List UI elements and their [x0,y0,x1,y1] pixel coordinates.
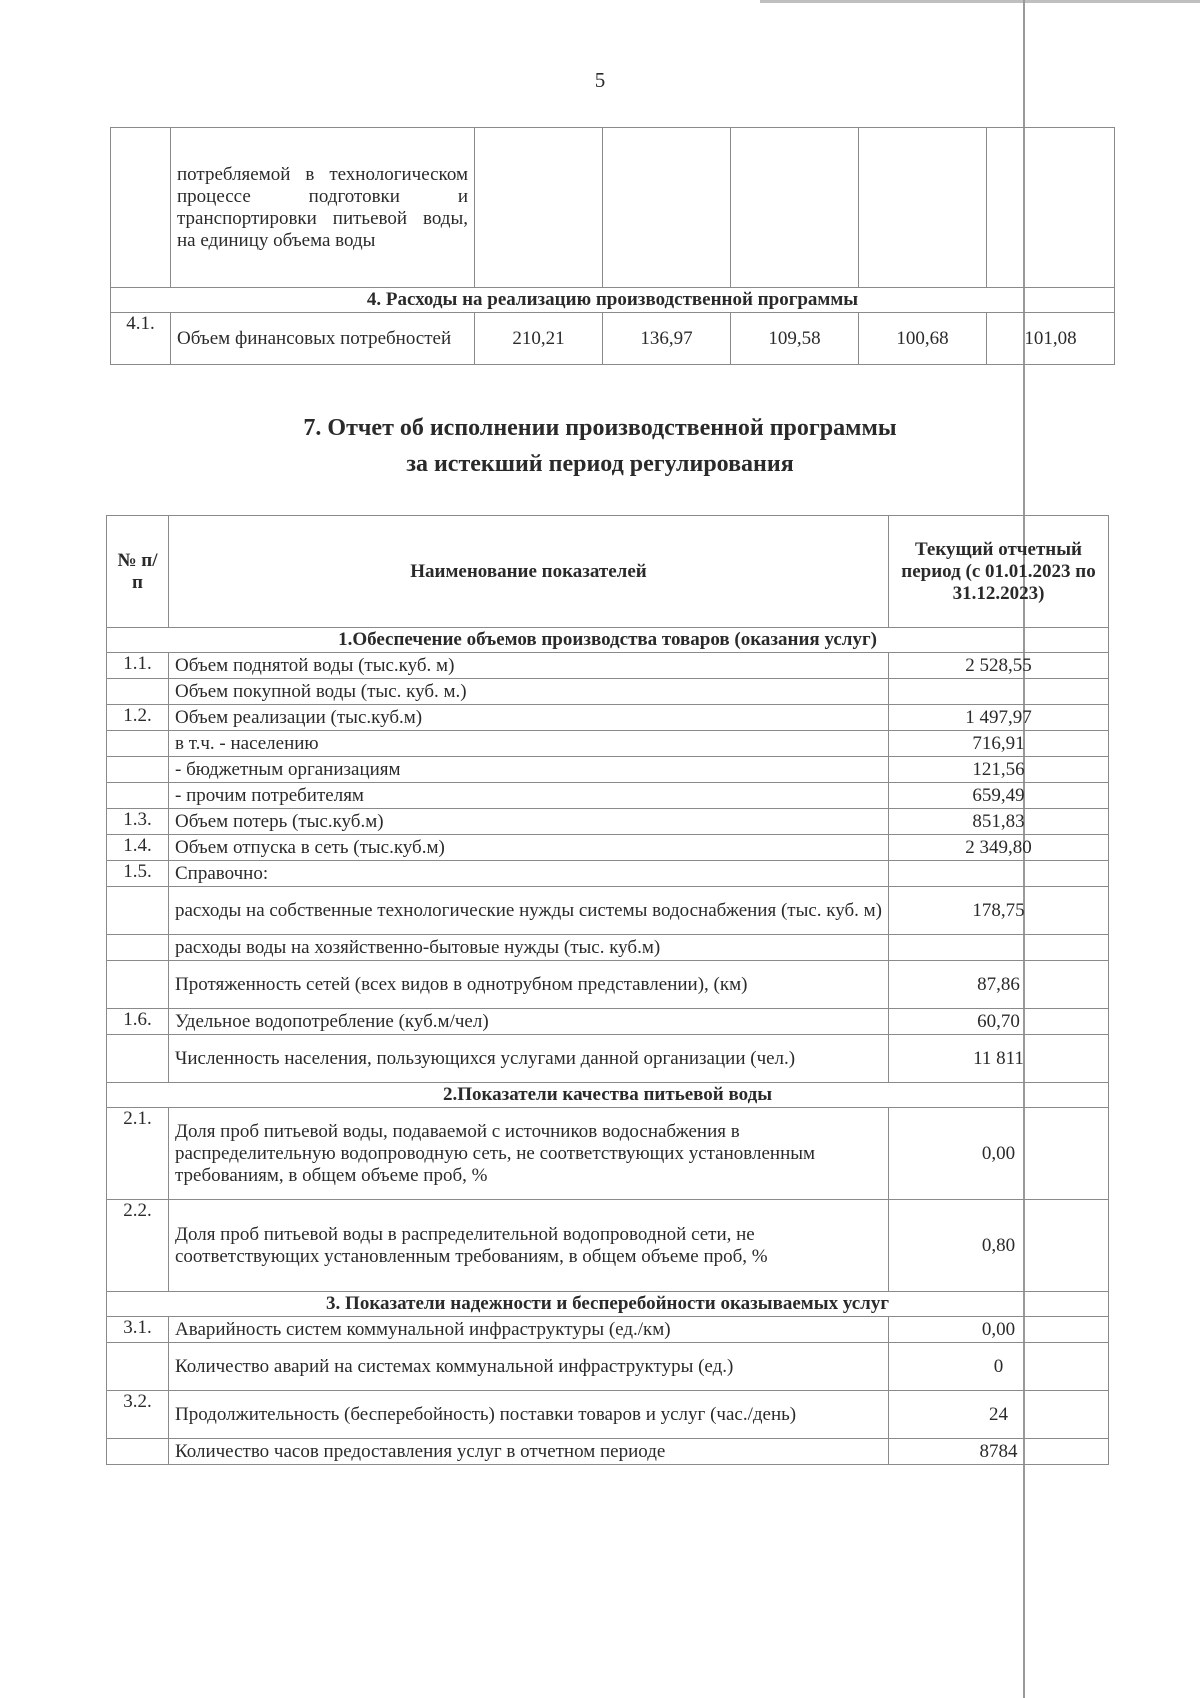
row-value: 101,08 [987,313,1115,365]
row-value: 11 811 [889,1035,1109,1083]
row-name: Доля проб питьевой воды, подаваемой с источников водоснабжения в распределительную водопроводную сеть, не соответствующих установленным требованиям, в общем объеме проб, % [169,1108,889,1200]
row-value: 1 497,97 [889,705,1109,731]
row-value: 60,70 [889,1009,1109,1035]
row-name: Продолжительность (бесперебойность) поставки товаров и услуг (час./день) [169,1391,889,1439]
row-number: 3.1. [107,1317,169,1343]
section-header-row [107,628,1109,653]
row-value [889,935,1109,961]
table-row [107,1009,1109,1035]
section-header-row [111,288,1115,313]
row-value: 121,56 [889,757,1109,783]
row-name: в т.ч. - населению [169,731,889,757]
section-header-row [107,1292,1109,1317]
row-name: расходы воды на хозяйственно-бытовые нужды (тыс. куб.м) [169,935,889,961]
row-number [107,1343,169,1391]
row-name: расходы на собственные технологические нужды системы водоснабжения (тыс. куб. м) [169,887,889,935]
row-number [107,961,169,1009]
row-number: 1.2. [107,705,169,731]
row-name: Объем потерь (тыс.куб.м) [169,809,889,835]
row-name: Количество часов предоставления услуг в отчетном периоде [169,1439,889,1465]
row-value [889,861,1109,887]
previous-table [110,127,1115,365]
row-value: 109,58 [731,313,859,365]
row-name: Протяженность сетей (всех видов в однотрубном представлении), (км) [169,961,889,1009]
row-value: 716,91 [889,731,1109,757]
table-row [107,1108,1109,1200]
row-name: Доля проб питьевой воды в распределительной водопроводной сети, не соответствующих установленным требованиям, в общем объеме проб, % [169,1200,889,1292]
table-row [107,1391,1109,1439]
row-name: - прочим потребителям [169,783,889,809]
row-number [107,731,169,757]
table-row [107,809,1109,835]
row-number: 1.1. [107,653,169,679]
page-number: 5 [594,68,606,92]
row-number: 1.4. [107,835,169,861]
row-number: 1.6. [107,1009,169,1035]
row-value: 0 [889,1343,1109,1391]
row-value: 851,83 [889,809,1109,835]
row-value: 0,00 [889,1317,1109,1343]
header-period: Текущий отчетный период (с 01.01.2023 по 31.12.2023) [889,516,1109,628]
table-row [107,887,1109,935]
report-title-line2: за истекший период регулирования [406,451,794,477]
scan-top-edge [760,0,1200,3]
row-number: 2.2. [107,1200,169,1292]
table-row [107,961,1109,1009]
row-value: 87,86 [889,961,1109,1009]
continuation-text: потребляемой в технологическом процессе подготовки и транспортировки питьевой воды, на единицу объема воды [171,128,475,288]
row-name: Объем отпуска в сеть (тыс.куб.м) [169,835,889,861]
table-row [107,835,1109,861]
header-number: № п/п [107,516,169,628]
row-value: 24 [889,1391,1109,1439]
row-number [107,757,169,783]
table-row [107,731,1109,757]
row-name: - бюджетным организациям [169,757,889,783]
row-value: 0,80 [889,1200,1109,1292]
section-title: 4. Расходы на реализацию производственной программы [111,288,1115,313]
row-name: Объем поднятой воды (тыс.куб. м) [169,653,889,679]
table-row [107,1035,1109,1083]
table-row [107,705,1109,731]
header-name: Наименование показателей [169,516,889,628]
row-number [107,1035,169,1083]
section-header-row [107,1083,1109,1108]
table-row [107,935,1109,961]
section-title: 2.Показатели качества питьевой воды [107,1083,1109,1108]
row-value: 178,75 [889,887,1109,935]
section-title: 1.Обеспечение объемов производства товаров (оказания услуг) [107,628,1109,653]
row-number: 3.2. [107,1391,169,1439]
row-value: 2 528,55 [889,653,1109,679]
table-row [107,757,1109,783]
row-name: Количество аварий на системах коммунальной инфраструктуры (ед.) [169,1343,889,1391]
row-number: 1.5. [107,861,169,887]
row-value: 100,68 [859,313,987,365]
table-row [111,128,1115,288]
report-table [106,515,1109,1465]
row-value: 0,00 [889,1108,1109,1200]
table-row [107,1343,1109,1391]
header-row [107,516,1109,628]
table-row [111,313,1115,365]
table-row [107,1317,1109,1343]
row-value: 2 349,80 [889,835,1109,861]
table-row [107,1439,1109,1465]
row-number [107,887,169,935]
row-value: 136,97 [603,313,731,365]
row-value: 210,21 [475,313,603,365]
report-title-line1: 7. Отчет об исполнении производственной программы [303,415,897,441]
row-number: 4.1. [111,313,171,365]
row-number: 2.1. [107,1108,169,1200]
row-name: Численность населения, пользующихся услугами данной организации (чел.) [169,1035,889,1083]
row-number [107,679,169,705]
row-value: 8784 [889,1439,1109,1465]
row-number [107,783,169,809]
table-row [107,861,1109,887]
row-number [107,1439,169,1465]
row-value: 659,49 [889,783,1109,809]
row-name: Объем финансовых потребностей [171,313,475,365]
row-name: Объем реализации (тыс.куб.м) [169,705,889,731]
row-name: Справочно: [169,861,889,887]
row-number [107,935,169,961]
row-name: Аварийность систем коммунальной инфраструктуры (ед./км) [169,1317,889,1343]
row-name: Удельное водопотребление (куб.м/чел) [169,1009,889,1035]
table-row [107,1200,1109,1292]
table-row [107,679,1109,705]
table-row [107,653,1109,679]
row-value [889,679,1109,705]
row-number: 1.3. [107,809,169,835]
row-name: Объем покупной воды (тыс. куб. м.) [169,679,889,705]
table-row [107,783,1109,809]
section-title: 3. Показатели надежности и бесперебойности оказываемых услуг [107,1292,1109,1317]
